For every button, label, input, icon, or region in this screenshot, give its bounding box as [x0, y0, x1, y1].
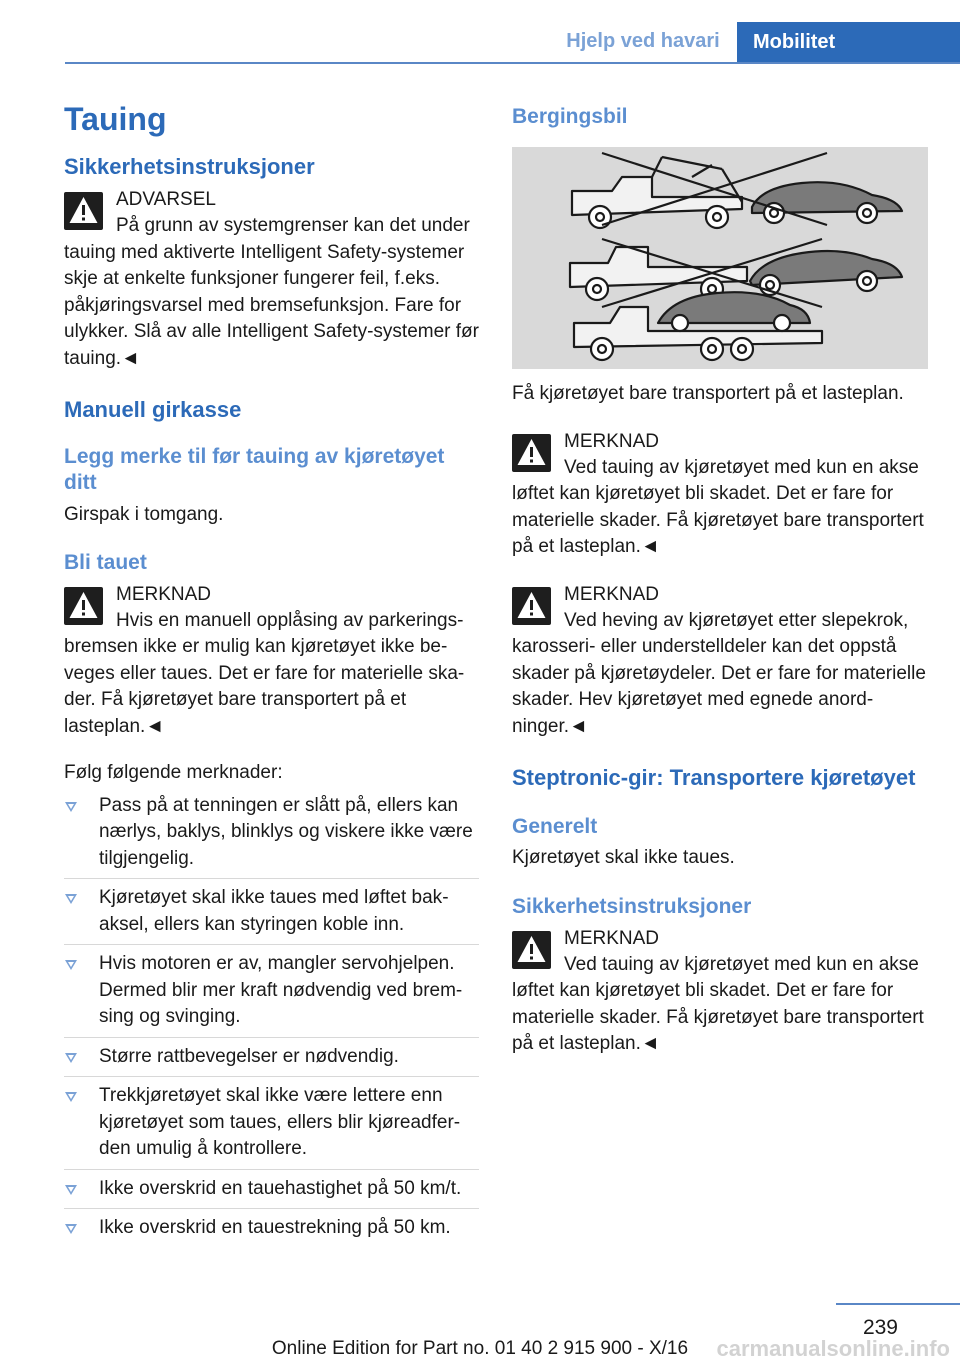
warning-triangle-icon: [512, 434, 551, 472]
bullet-triangle-icon: [65, 960, 77, 970]
list-item: Større rattbevegelser er nødvendig.: [64, 1044, 479, 1078]
warning-label: MERKNAD: [564, 430, 660, 452]
list-item: Trekkjøretøyet skal ikke være lettere enn kjøretøyet som taues, ellers blir kjøreadferden umulig å kontrollere.: [64, 1083, 479, 1170]
flatbed-truck-illustration: [574, 292, 822, 360]
list-item: Kjøretøyet skal ikke taues med løftet bakaksel, ellers kan styringen koble inn.: [64, 885, 479, 945]
warning-label: MERKNAD: [116, 583, 212, 605]
right-column: [512, 98, 930, 1058]
warning-triangle-icon: [64, 192, 103, 230]
safety-instructions-heading-2: Sikkerhetsinstruksjoner: [512, 894, 752, 918]
warning-text: Ved tauing av kjøretøyet med kun en akse løftet kan kjøretøyet bli skadet. Det er fare for materielle skader. Få kjøretøyet bare transportert på et lasteplan.◄: [512, 456, 924, 557]
gear-lever-text: Girspak i tomgang.: [64, 504, 224, 525]
left-column: [64, 98, 479, 1254]
tow-truck-heading: Bergingsbil: [512, 105, 628, 128]
warning-block-intelligent-safety: [64, 186, 479, 372]
section-tab-mobility[interactable]: Mobilitet: [737, 22, 960, 62]
follow-notes-text: Følg følgende merknader:: [64, 762, 283, 783]
watermark: carmanualsonline.info: [716, 1336, 950, 1361]
figure-caption: Få kjøretøyet bare transportert på et lasteplan.: [512, 383, 904, 404]
warning-text: Ved tauing av kjøretøyet med kun en akse løftet kan kjøretøyet bli skadet. Det er fare for materielle skader. Få kjøretøyet bare transportert på et lasteplan.◄: [512, 953, 924, 1054]
warning-label: ADVARSEL: [116, 189, 216, 210]
page-number: 239: [862, 1316, 898, 1339]
manual-gearbox-heading: Manuell girkasse: [64, 397, 242, 422]
list-item: Hvis motoren er av, mangler servohjelpen. Dermed blir mer kraft nødvendig ved bremsing og svinging.: [64, 951, 479, 1038]
being-towed-heading: Bli tauet: [64, 550, 147, 574]
list-item: Pass på at tenningen er slått på, ellers kan nærlys, baklys, blinklys og viskere ikke være tilgjengelig.: [64, 793, 479, 880]
before-towing-heading: Legg merke til før tauing av kjøretøyet ditt: [64, 445, 445, 494]
warning-label: MERKNAD: [564, 583, 660, 605]
general-text: Kjøretøyet skal ikke taues.: [512, 847, 735, 868]
header-divider: [65, 62, 960, 64]
list-item: Ikke overskrid en tauestrekning på 50 km.: [64, 1215, 479, 1248]
towing-methods-illustration: [512, 147, 928, 369]
edition-footer: Online Edition for Part no. 01 40 2 915 900 - X/16: [271, 1338, 689, 1359]
footer-divider: [836, 1303, 960, 1305]
bullet-triangle-icon: [65, 1185, 77, 1195]
warning-block-single-axle: [512, 428, 930, 561]
warning-block-parking-brake: [64, 581, 479, 741]
tow-truck-hook-illustration: [572, 153, 902, 228]
warning-triangle-icon: [512, 931, 551, 969]
warning-text: Hvis en manuell opplåsing av parkeringsbremsen ikke er mulig kan kjøretøyet ikke beveges eller taues. Det er fare for materielle skader. Få kjøretøyet bare transportert på et lasteplan.◄: [64, 609, 465, 737]
warning-label: MERKNAD: [564, 927, 660, 949]
general-heading: Generelt: [512, 815, 598, 838]
bullet-triangle-icon: [65, 1092, 77, 1102]
bullet-triangle-icon: [65, 1053, 77, 1063]
warning-triangle-icon: [64, 587, 103, 625]
section-tab-breakdown-help[interactable]: Hjelp ved havari: [566, 29, 720, 52]
page-title: Tauing: [64, 101, 167, 137]
towing-notes-list: [64, 793, 479, 1248]
warning-block-single-axle-2: [512, 925, 930, 1058]
steptronic-heading: Steptronic-gir: Transportere kjøretøyet: [512, 765, 916, 790]
bullet-triangle-icon: [65, 894, 77, 904]
warning-text: På grunn av systemgrenser kan det under tauing med aktiverte Intelligent Safety-systemer skje at enkelte funksjoner fungerer feil, f.eks. påkjøringsvarsel med bremsefunksjon. Fare for ulykker. Slå av alle Intelligent Safety-systemer før tauing.◄: [64, 215, 479, 369]
bullet-triangle-icon: [65, 802, 77, 812]
bullet-triangle-icon: [65, 1224, 77, 1234]
safety-instructions-heading: Sikkerhetsinstruksjoner: [64, 154, 315, 179]
warning-triangle-icon: [512, 587, 551, 625]
list-item: Ikke overskrid en tauehastighet på 50 km/t.: [64, 1176, 479, 1210]
warning-block-lifting: [512, 581, 930, 741]
warning-text: Ved heving av kjøretøyet etter slepekrok, karosseri- eller understelldeler kan det oppstå skader på kjøretøydeler. Det er fare for materielle skader. Hev kjøretøyet med egnede anordninger.◄: [512, 609, 926, 737]
